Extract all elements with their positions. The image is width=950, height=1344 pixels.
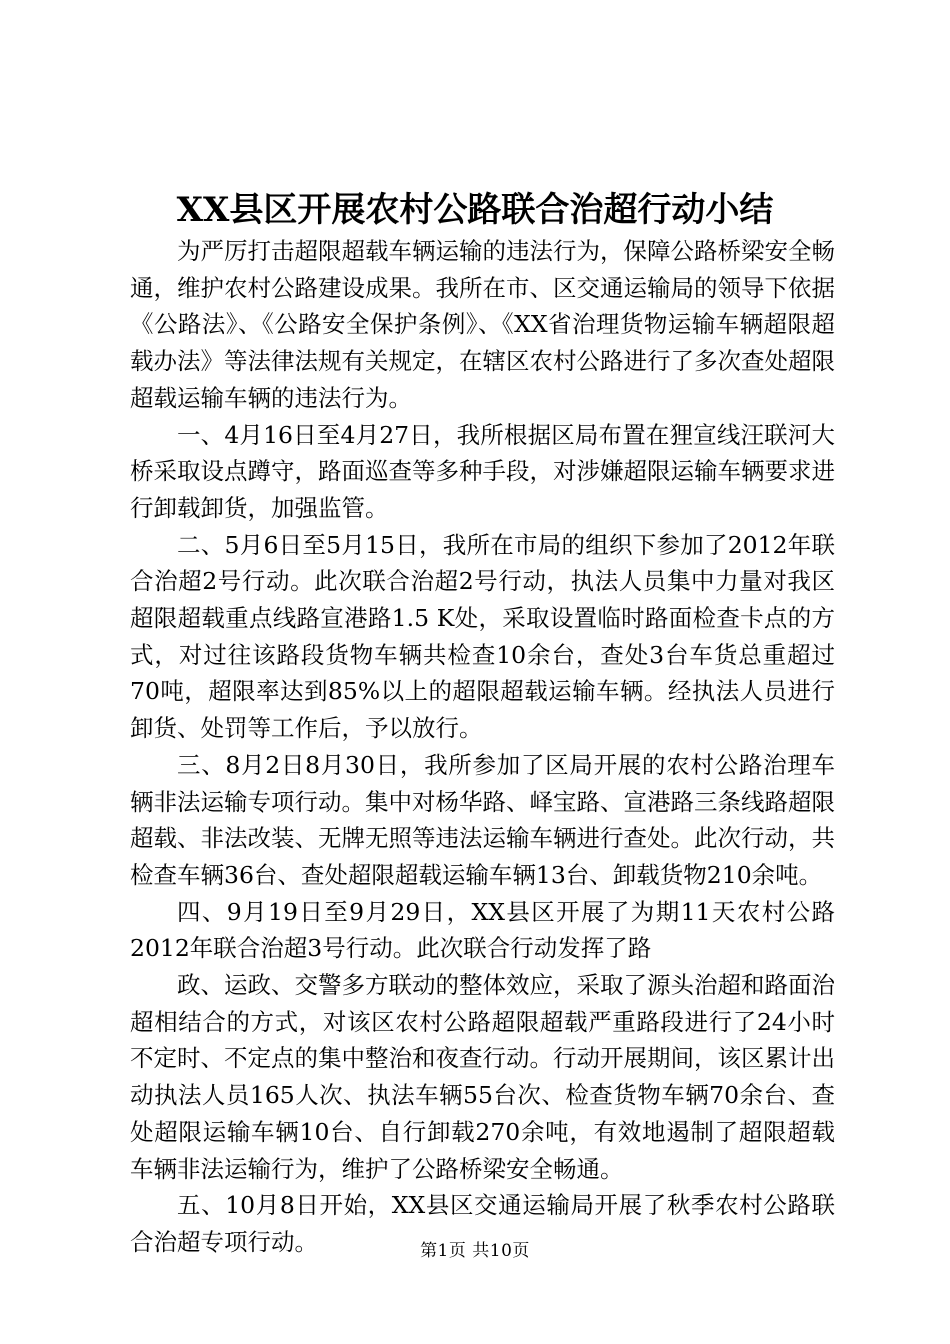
paragraph-item-2: 二、5月6日至5月15日，我所在市局的组织下参加了2012年联合治超2号行动。此次联合治超2号行动，执法人员集中力量对我区超限超载重点线路宣港路1.5 K处，采取设置临时路面检查卡点的方式，对过往该路段货物车辆共检查10余台，查处3台车货总重超过70吨，超限率达到85%以上的超限超载运输车辆。经执法人员进行卸货、处罚等工作后，予以放行。: [130, 530, 835, 743]
page-footer: 第1页 共10页: [420, 1241, 530, 1261]
document-title: XX县区开展农村公路联合治超行动小结: [176, 190, 774, 230]
document-body: [130, 233, 835, 1261]
paragraph-item-3: 三、8月2日8月30日，我所参加了区局开展的农村公路治理车辆非法运输专项行动。集中对杨华路、峄宝路、宣港路三条线路超限超载、非法改装、无牌无照等违法运输车辆进行查处。此次行动，共检查车辆36台、查处超限超载运输车辆13台、卸载货物210余吨。: [130, 750, 835, 889]
paragraph-item-1: 一、4月16日至4月27日，我所根据区局布置在狸宣线汪联河大桥采取设点蹲守，路面巡查等多种手段，对涉嫌超限运输车辆要求进行卸载卸货，加强监管。: [130, 420, 835, 522]
paragraph-item-5: 五、10月8日开始，XX县区交通运输局开展了秋季农村公路联合治超专项行动。: [130, 1191, 835, 1256]
paragraph-item-4-continued: 政、运政、交警多方联动的整体效应，采取了源头治超和路面治超相结合的方式，对该区农村公路超限超载严重路段进行了24小时不定时、不定点的集中整治和夜查行动。行动开展期间，该区累计出动执法人员165人次、执法车辆55台次、检查货物车辆70余台、查处超限运输车辆10台、自行卸载270余吨，有效地遏制了超限超载车辆非法运输行为，维护了公路桥梁安全畅通。: [130, 971, 835, 1183]
paragraph-item-4: 四、9月19日至9月29日，XX县区开展了为期11天农村公路2012年联合治超3号行动。此次联合行动发挥了路: [130, 897, 835, 963]
paragraph-intro: 为严厉打击超限超载车辆运输的违法行为，保障公路桥梁安全畅通，维护农村公路建设成果。我所在市、区交通运输局的领导下依据《公路法》、《公路安全保护条例》、《XX省治理货物运输车辆超限超载办法》等法律法规有关规定，在辖区农村公路进行了多次查处超限超载运输车辆的违法行为。: [130, 237, 835, 412]
